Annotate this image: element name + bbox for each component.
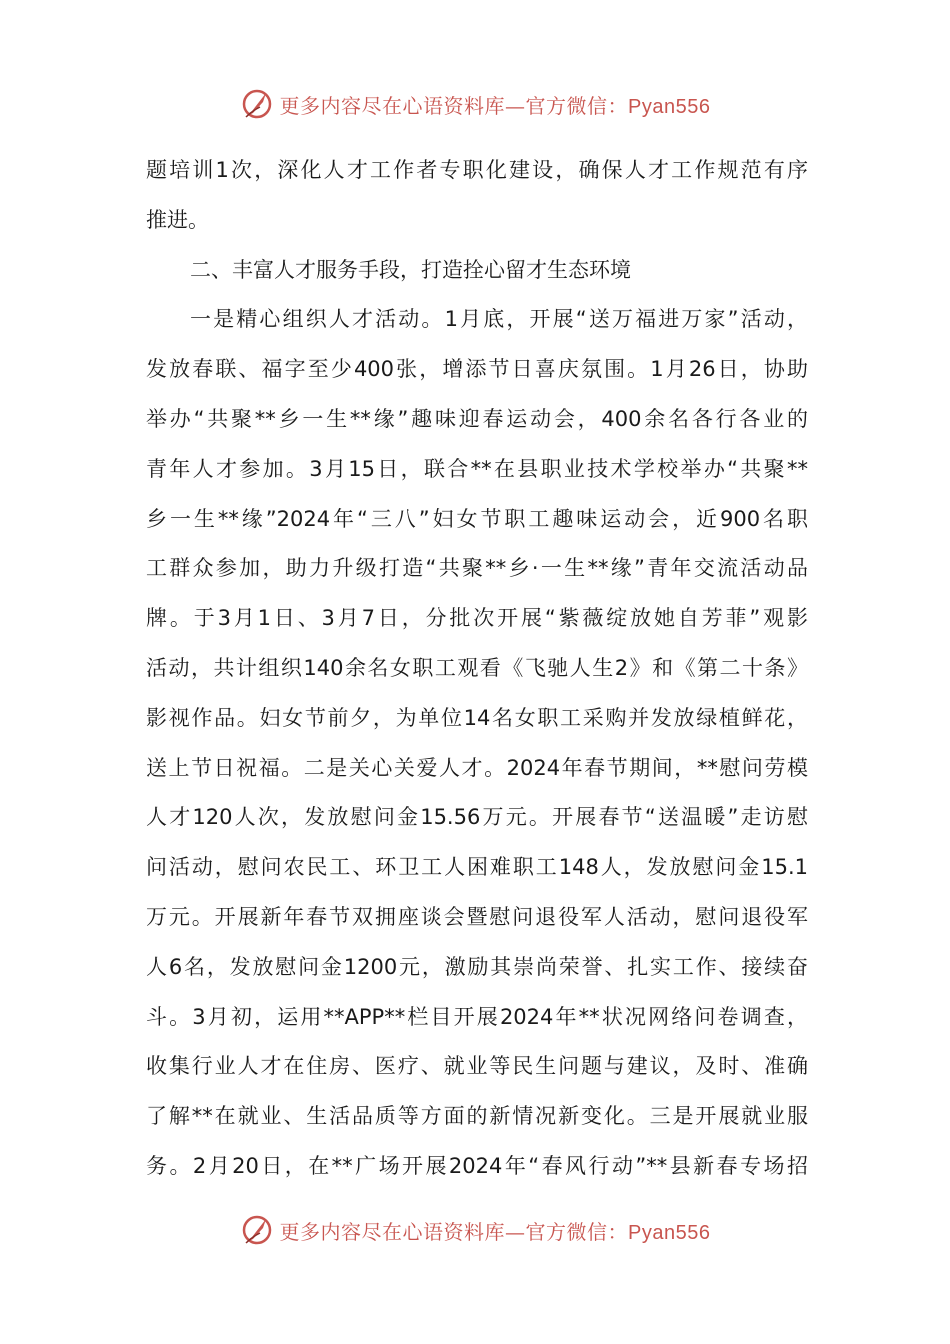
text-line: 了解**在就业、生活品质等方面的新情况新变化。三是开展就业服 xyxy=(146,1104,808,1129)
footer-banner-text: 更多内容尽在心语资料库—官方微信：Pyan556 xyxy=(279,1219,711,1244)
text-line: 务。2月20日，在**广场开展2024年“春风行动”**县新春专场招 xyxy=(146,1153,808,1178)
text-line: 牌。于3月1日、3月7日，分批次开展“紫薇绽放她自芳菲”观影 xyxy=(146,606,808,631)
text-line: 发放春联、福字至少400张，增添节日喜庆氛围。1月26日，协助 xyxy=(146,357,808,382)
text-line: 举办“共聚**乡一生**缘”趣味迎春运动会，400余名各行各业的 xyxy=(146,406,808,431)
text-line: 乡一生**缘”2024年“三八”妇女节职工趣味运动会，近900名职 xyxy=(146,506,808,531)
text-line: 活动，共计组织140余名女职工观看《飞驰人生2》和《第二十条》 xyxy=(146,655,808,680)
header-banner xyxy=(0,84,950,124)
document-body xyxy=(146,146,808,1192)
header-banner-text: 更多内容尽在心语资料库—官方微信：Pyan556 xyxy=(279,93,711,118)
text-line: 万元。开展新年春节双拥座谈会暨慰问退役军人活动，慰问退役军 xyxy=(146,904,808,929)
text-line: 问活动，慰问农民工、环卫工人困难职工148人，发放慰问金15.1 xyxy=(146,855,808,880)
text-line: 影视作品。妇女节前夕，为单位14名女职工采购并发放绿植鲜花， xyxy=(146,705,808,730)
text-line: 送上节日祝福。二是关心关爱人才。2024年春节期间，**慰问劳模 xyxy=(146,755,808,780)
text-line: 工群众参加，助力升级打造“共聚**乡·一生**缘”青年交流活动品 xyxy=(146,556,808,581)
text-line: 收集行业人才在住房、医疗、就业等民生问题与建议，及时、准确 xyxy=(146,1054,808,1079)
quill-logo-icon xyxy=(240,87,274,121)
text-line: 题培训1次，深化人才工作者专职化建设，确保人才工作规范有序 xyxy=(146,158,808,182)
text-line: 斗。3月初，运用**APP**栏目开展2024年**状况网络问卷调查， xyxy=(146,1004,808,1029)
text-line: 青年人才参加。3月15日，联合**在县职业技术学校举办“共聚** xyxy=(146,456,808,481)
text-line: 人6名，发放慰问金1200元，激励其崇尚荣誉、扎实工作、接续奋 xyxy=(146,954,808,979)
text-line: 人才120人次，发放慰问金15.56万元。开展春节“送温暖”走访慰 xyxy=(146,805,808,830)
text-line: 一是精心组织人才活动。1月底，开展“送万福进万家”活动， xyxy=(190,307,808,332)
section-heading: 二、丰富人才服务手段，打造拴心留才生态环境 xyxy=(190,257,631,282)
quill-logo-icon xyxy=(240,1213,274,1247)
text-line: 推进。 xyxy=(146,207,209,232)
footer-banner xyxy=(0,1210,950,1250)
